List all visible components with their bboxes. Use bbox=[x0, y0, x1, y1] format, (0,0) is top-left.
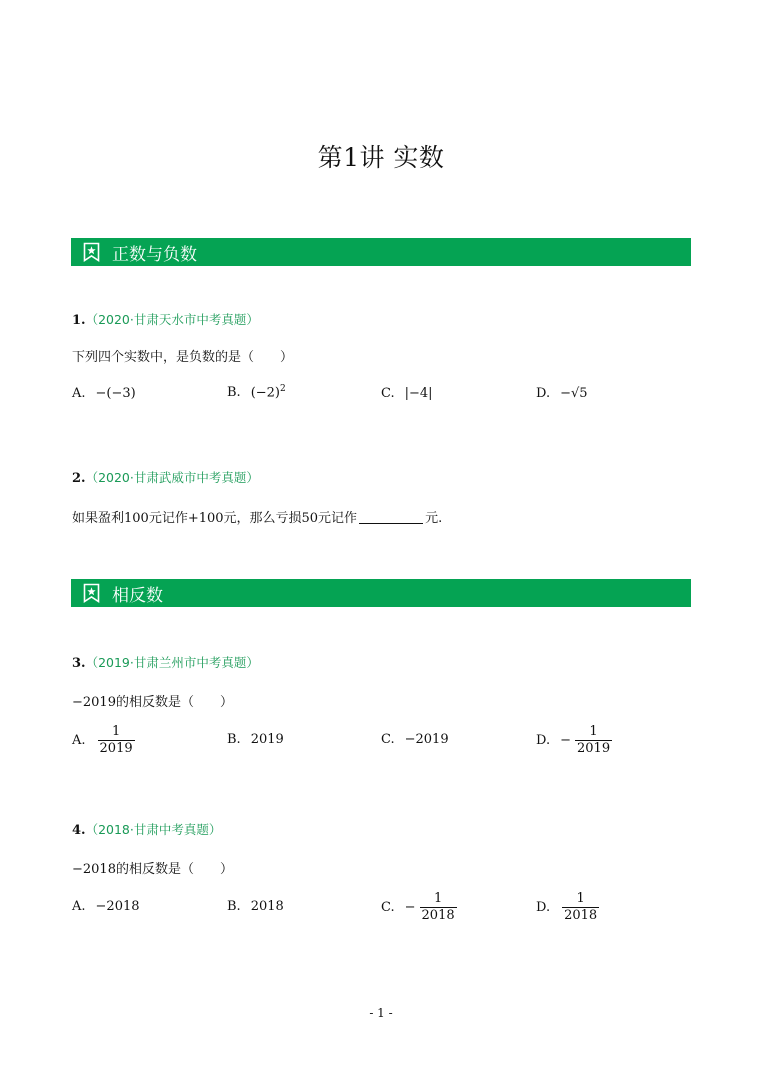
denominator: 2019 bbox=[577, 741, 611, 756]
denominator: 2018 bbox=[421, 908, 455, 923]
option-value: −2018 bbox=[95, 899, 140, 914]
question-text-after: 元. bbox=[425, 511, 443, 526]
question-1-header bbox=[72, 310, 259, 328]
option-value: 2019 bbox=[250, 732, 284, 747]
option-label: C. bbox=[381, 386, 395, 401]
question-3-option-c[interactable] bbox=[381, 732, 449, 747]
fraction bbox=[562, 892, 599, 923]
question-text-before: 如果盈利100元记作+100元，那么亏损50元记作 bbox=[72, 511, 358, 526]
option-label: A. bbox=[72, 899, 86, 914]
option-label: D. bbox=[536, 900, 551, 915]
question-2-header bbox=[72, 468, 259, 486]
question-3-header bbox=[72, 653, 259, 671]
option-label: C. bbox=[381, 900, 395, 915]
option-value: −√5 bbox=[560, 386, 588, 401]
fraction bbox=[420, 892, 457, 923]
question-1-option-c[interactable] bbox=[381, 386, 433, 401]
question-source: （2019·甘肃兰州市中考真题） bbox=[85, 655, 259, 670]
option-value: 2018 bbox=[250, 899, 284, 914]
question-3-option-a[interactable] bbox=[72, 725, 135, 756]
question-4-option-b[interactable] bbox=[227, 899, 284, 914]
question-1-option-a[interactable] bbox=[72, 386, 136, 401]
question-source: （2020·甘肃武威市中考真题） bbox=[85, 470, 259, 485]
question-number: 4. bbox=[72, 823, 86, 838]
minus-sign: − bbox=[560, 733, 571, 748]
question-4-option-d[interactable] bbox=[536, 892, 599, 923]
option-label: C. bbox=[381, 732, 395, 747]
numerator: 1 bbox=[576, 891, 585, 906]
option-label: B. bbox=[227, 899, 241, 914]
page-title: 第1讲 实数 bbox=[317, 143, 445, 172]
question-number: 2. bbox=[72, 471, 86, 486]
option-label: D. bbox=[536, 386, 551, 401]
option-label: A. bbox=[72, 733, 86, 748]
option-value bbox=[251, 384, 286, 400]
section-header-opposite-numbers bbox=[71, 579, 691, 607]
fraction bbox=[575, 725, 612, 756]
option-label: D. bbox=[536, 733, 551, 748]
answer-blank[interactable] bbox=[359, 523, 423, 524]
option-value: −(−3) bbox=[95, 386, 136, 401]
section-header-positive-negative bbox=[71, 238, 691, 266]
question-4-option-c[interactable] bbox=[381, 892, 457, 923]
numerator: 1 bbox=[589, 724, 598, 739]
option-label: B. bbox=[227, 732, 241, 747]
minus-sign: − bbox=[404, 900, 416, 915]
question-3-option-b[interactable] bbox=[227, 732, 284, 747]
numerator: 1 bbox=[111, 724, 121, 739]
question-4-option-a[interactable] bbox=[72, 899, 140, 914]
option-value: −2019 bbox=[404, 732, 449, 747]
option-base: (−2) bbox=[250, 385, 280, 401]
option-label: B. bbox=[227, 384, 241, 400]
question-3-text: −2019的相反数是（ ） bbox=[72, 695, 233, 710]
option-label: A. bbox=[72, 386, 86, 401]
question-source: （2018·甘肃中考真题） bbox=[85, 822, 222, 837]
question-number: 3. bbox=[72, 656, 86, 671]
question-3-option-d[interactable] bbox=[536, 725, 612, 756]
bookmark-star-icon bbox=[83, 242, 100, 262]
option-exponent: 2 bbox=[280, 384, 286, 394]
section-label: 正数与负数 bbox=[112, 244, 197, 265]
question-1-option-b[interactable] bbox=[227, 384, 286, 400]
option-value: |−4| bbox=[404, 386, 433, 401]
page-number: - 1 - bbox=[369, 1006, 393, 1020]
numerator: 1 bbox=[433, 891, 443, 906]
question-1-option-d[interactable] bbox=[536, 386, 588, 401]
denominator: 2018 bbox=[564, 908, 598, 923]
question-2-text bbox=[72, 507, 442, 526]
question-number: 1. bbox=[72, 313, 86, 328]
fraction bbox=[98, 725, 135, 756]
bookmark-star-icon bbox=[83, 583, 100, 603]
question-4-text: −2018的相反数是（ ） bbox=[72, 862, 233, 877]
denominator: 2019 bbox=[99, 741, 133, 756]
section-label: 相反数 bbox=[112, 585, 163, 606]
question-source: （2020·甘肃天水市中考真题） bbox=[85, 312, 259, 327]
question-1-text: 下列四个实数中，是负数的是（ ） bbox=[72, 350, 294, 365]
question-4-header bbox=[72, 820, 221, 838]
